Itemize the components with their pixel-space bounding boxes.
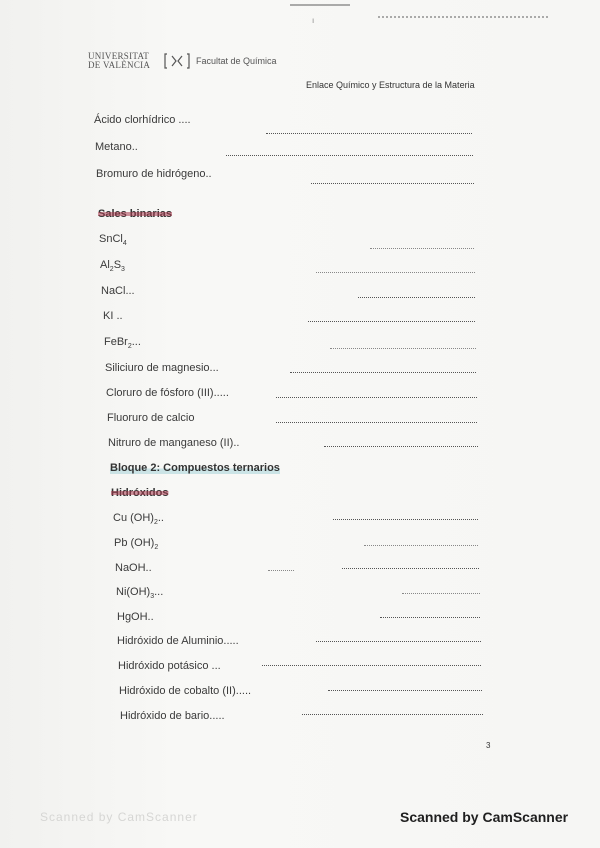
exercise-label: Hidróxido de bario..... <box>120 710 225 722</box>
answer-line[interactable] <box>324 446 478 447</box>
exercise-label: Bromuro de hidrógeno.. <box>96 168 212 180</box>
exercise-formula <box>116 586 163 600</box>
exercise-label: Hidróxido potásico ... <box>118 660 221 672</box>
scan-dash <box>268 570 294 571</box>
exercise-label: Hidróxido de cobalto (II)..... <box>119 685 252 697</box>
document-title: Enlace Químico y Estructura de la Materia <box>306 80 475 90</box>
answer-line[interactable] <box>333 519 478 520</box>
exercise-formula <box>113 512 164 526</box>
formula-mid: S <box>113 259 122 271</box>
exercise-formula <box>104 336 141 350</box>
scanner-watermark: Scanned by CamScanner <box>400 809 569 825</box>
scan-top-line <box>378 16 548 19</box>
ghost-watermark: Scanned by CamScanner <box>40 810 198 824</box>
exercise-label: Metano.. <box>95 141 138 153</box>
exercise-formula <box>115 562 152 574</box>
formula-base: Ni(OH) <box>116 586 151 598</box>
formula-subscript: 2 <box>154 544 159 552</box>
answer-line[interactable] <box>290 372 476 373</box>
answer-line[interactable] <box>370 248 474 249</box>
faculty-name: Facultat de Química <box>196 56 277 66</box>
university-name: UNIVERSITAT DE VALÈNCIA <box>88 51 151 70</box>
formula-base: NaCl... <box>101 285 135 297</box>
answer-line[interactable] <box>328 690 482 691</box>
exercise-label: Hidróxido de Aluminio..... <box>117 635 239 647</box>
exercise-label: Fluoruro de calcio <box>107 412 195 424</box>
answer-line[interactable] <box>364 545 478 546</box>
scan-mark: ı <box>312 16 315 25</box>
formula-base: Al <box>100 259 110 271</box>
university-seal-icon <box>164 52 190 70</box>
answer-line[interactable] <box>316 641 481 642</box>
exercise-formula <box>103 310 123 322</box>
answer-line[interactable] <box>330 348 476 349</box>
answer-line[interactable] <box>302 714 483 715</box>
answer-line[interactable] <box>266 133 472 134</box>
formula-base: Pb (OH) <box>114 537 155 549</box>
block-heading: Bloque 2: Compuestos ternarios <box>110 462 280 474</box>
formula-base: FeBr <box>104 336 128 348</box>
formula-subscript: 2 <box>153 519 158 527</box>
exercise-label: Nitruro de manganeso (II).. <box>108 437 240 449</box>
answer-line[interactable] <box>342 568 479 569</box>
formula-base: HgOH.. <box>117 611 154 623</box>
scan-smudge <box>290 4 350 6</box>
answer-line[interactable] <box>358 297 475 298</box>
answer-line[interactable] <box>402 593 480 594</box>
exercise-formula <box>114 537 158 551</box>
exercise-label: Cloruro de fósforo (III)..... <box>106 387 229 399</box>
formula-subscript: 3 <box>150 593 155 601</box>
answer-line[interactable] <box>276 422 477 423</box>
exercise-formula <box>117 611 154 623</box>
formula-tail: .. <box>157 512 164 524</box>
answer-line[interactable] <box>316 272 475 273</box>
formula-subscript: 2 <box>109 266 114 274</box>
exercise-formula <box>99 233 127 247</box>
section-heading: Hidróxidos <box>111 487 169 499</box>
answer-line[interactable] <box>311 183 474 184</box>
formula-subscript: 3 <box>121 266 125 274</box>
exercise-label: Ácido clorhídrico .... <box>94 114 191 126</box>
formula-base: SnCl <box>99 233 123 245</box>
section-heading: Sales binarias <box>98 208 172 220</box>
formula-base: NaOH.. <box>115 562 152 574</box>
formula-base: KI .. <box>103 310 123 322</box>
exercise-formula <box>100 259 125 273</box>
exercise-formula <box>101 285 135 297</box>
formula-tail: ... <box>131 336 141 348</box>
university-logo <box>88 52 277 70</box>
answer-line[interactable] <box>380 617 480 618</box>
answer-line[interactable] <box>308 321 475 322</box>
answer-line[interactable] <box>276 397 477 398</box>
answer-line[interactable] <box>262 665 481 666</box>
formula-subscript: 4 <box>122 240 127 248</box>
answer-line[interactable] <box>226 155 473 156</box>
formula-tail: ... <box>154 586 164 598</box>
formula-base: Cu (OH) <box>113 512 154 524</box>
formula-subscript: 2 <box>127 343 132 351</box>
exercise-label: Siliciuro de magnesio... <box>105 362 219 374</box>
page-number: 3 <box>486 741 491 750</box>
